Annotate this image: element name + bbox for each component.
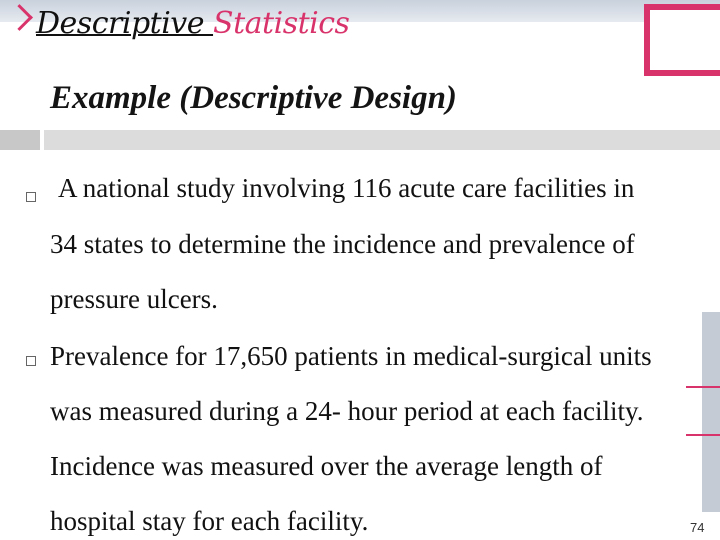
bullet-marker (26, 192, 36, 202)
bullet-1-line-1: A national study involving 116 acute care facilities in (58, 173, 635, 203)
header-title (36, 6, 349, 42)
title-rule (44, 130, 720, 150)
side-accent-line (686, 434, 720, 436)
header-title-part2: Statistics (213, 6, 350, 41)
slide-title: Example (Descriptive Design) (50, 80, 457, 116)
bullet-2-line-1: Prevalence for 17,650 patients in medical-surgical units (50, 341, 652, 371)
bullet-2-line-2: was measured during a 24- hour period at each facility. (50, 396, 644, 426)
bullet-2-line-4: hospital stay for each facility. (50, 506, 369, 536)
bullet-1-line-3: pressure ulcers. (50, 284, 218, 314)
bullet-marker (26, 356, 36, 366)
title-rule-left (0, 130, 40, 150)
side-accent-line (686, 386, 720, 388)
header-title-part1: Descriptive (36, 6, 214, 41)
bullet-1-line-2: 34 states to determine the incidence and prevalence of (50, 229, 635, 259)
side-decoration (702, 312, 720, 512)
corner-decoration (644, 4, 720, 76)
bullet-2-line-3: Incidence was measured over the average length of (50, 451, 603, 481)
page-number: 74 (690, 520, 705, 535)
